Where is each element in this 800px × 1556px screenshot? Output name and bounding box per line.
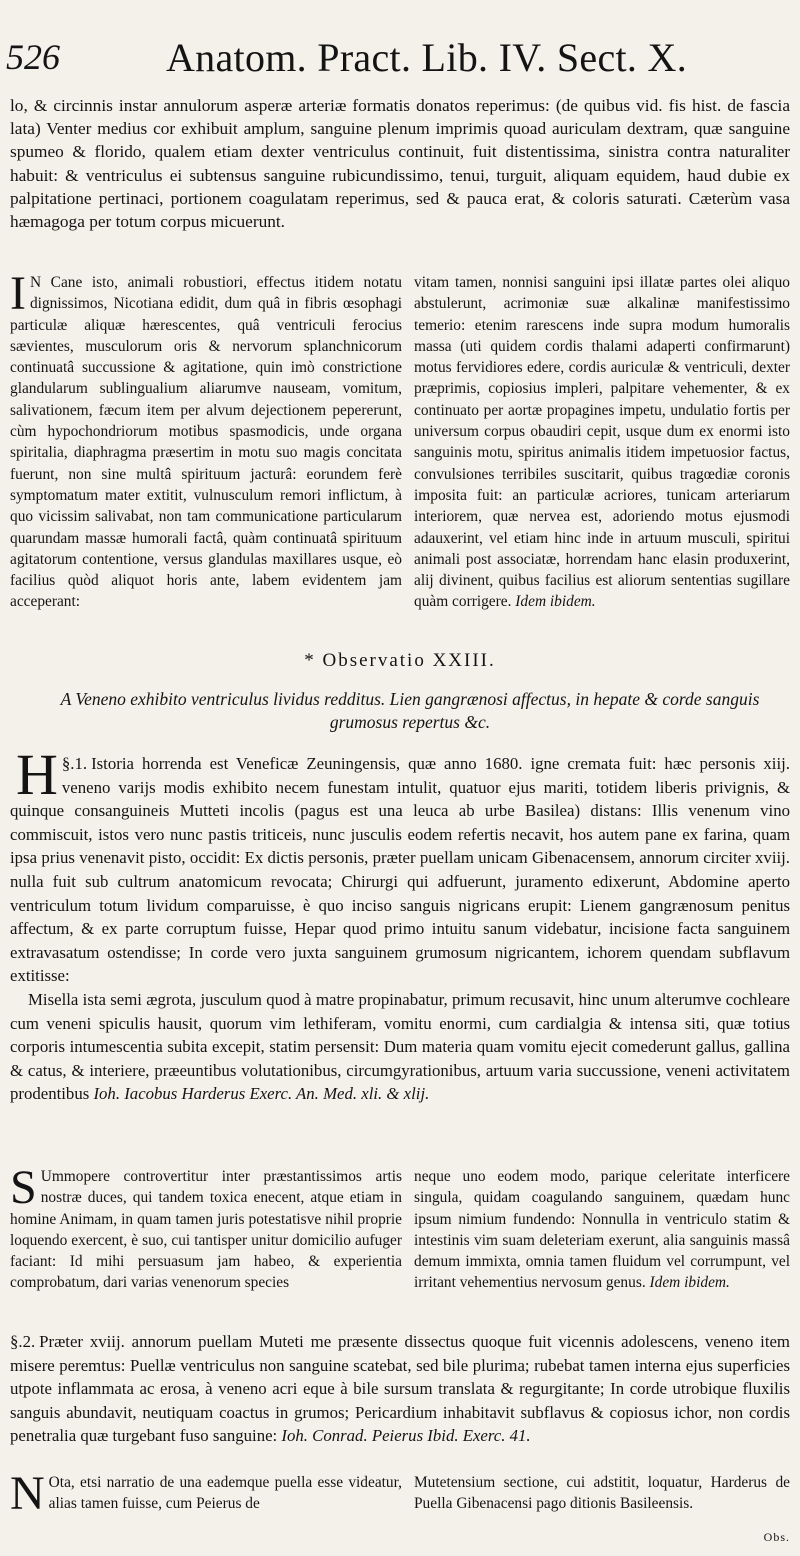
nota-left-text: Ota, etsi narratio de una eademque puella esse videatur, alias tamen fuisse, cum Peierus de: [48, 1474, 402, 1513]
summopere-right-column: [414, 1166, 790, 1294]
cane-right-text: vitam tamen, nonnisi sanguini ipsi illatæ partes olei aliquo abstulerunt, acrimoniæ suæ alkalinæ manifestissimo temerio: etenim rarescens inde supra modum humoralis massa (uti quidem cordis thalami adaperti confirmarunt) motus fervidiores edere, cordis auriculæ & ventriculi, dexter præprimis, copiosius impleri, palpitare vehementer, & ex continuato per aortæ propagines impetu, undulatio fortis per universum corpus obaudiri cepit, usque dum ex enormi isto sanguinis motu, spiritus animalis itidem impetuosior factus, convulsiones terribiles suscitarit, quibus tragœdiæ coronis imposita fuit: an particulæ acriores, tunicam arteriarum interiorem, quæ nervea est, adoriendo motus ejusmodi adauxerint, vel etiam hinc inde in artuum musculi, spiritui animali post associatæ, horrendam hanc elasin produxerint, alij divinent, quibus facilius est aliorum sententias sugillare quàm corrigere.: [414, 274, 790, 611]
top-paragraph: [10, 94, 790, 233]
section-1-text: Istoria horrenda est Veneficæ Zeuningensis, quæ anno 1680. igne cremata fuit: hæc personis xiij. veneno varijs modis exhibito necem funestam intulit, quatuor ejus mariti, totidem liberis privignis, & quinque consanguineis Mutteti incolis (pagus est una leuca ab urbe Basilea) distans: Illis venenum vino commiscuit, istos vero nunc pastis triticeis, nunc jusculis eodem refertis necavit, hos autem pane ex farina, quam ipsa prius venenavit pisto, occidit: Ex dictis personis, præter puellam unicam Gibenacensem, annorum circiter xviij. nulla fuit sub cultrum anatomicum revocata; Chirurgi qui adfuerunt, juramento edixerunt, Abdomine aperto ventriculum totum lividum comparuisse, è quo inciso sanguis nigricans erupit: Lienem gangrænosum penitus affectum, & ex parte corruptum fuisse, Hepar quod primo intuitu sanum videbatur, incisione facta sanguinem extravasatum ostendisse; In corde vero juxta sanguinem grumosum nigricantem, ichorem quendam subflavum extitisse:: [10, 754, 790, 986]
nota-left-column: [10, 1467, 402, 1520]
running-head: Anatom. Pract. Lib. IV. Sect. X.: [166, 35, 688, 80]
observation-title: * Observatio XXIII.: [304, 650, 496, 671]
drop-cap-S: S: [10, 1161, 37, 1214]
summopere-signature: Idem ibidem.: [649, 1274, 730, 1292]
cane-right-column: [414, 272, 790, 613]
section-1-continuation: [10, 988, 790, 1106]
drop-cap-I: I: [10, 267, 26, 320]
section-2-signature: Ioh. Conrad. Peierus Ibid. Exerc. 41.: [281, 1426, 531, 1446]
section-2-label: §.2.: [10, 1332, 36, 1351]
section-1-text-2: Misella ista semi ægrota, jusculum quod à matre propinabatur, primum recusavit, hinc unum alterumve cochleare cum veneni spiculis hausit, quorum vim lethiferam, vomitu enormi, cum cardialgia & intensa siti, quæ totius corporis intumescentia subita excepit, statim persensit: Dum materia quam vomitu ejecit comederunt gallus, gallina & catus, & interiere, præeuntibus volutationibus, circumgyrationibus, artuum varia succussione, veneni activitatem prodentibus: [10, 989, 790, 1104]
observation-subtitle: A Veneno exhibito ventriculus lividus redditus. Lien gangrænosi affectus, in hepate & corde sanguis grumosus repertus &c.: [60, 689, 760, 732]
catchword: Obs.: [763, 1530, 790, 1544]
section-1-label: §.1.: [61, 754, 88, 773]
cane-left-text: N Cane isto, animali robustiori, effectus itidem notatu dignissimos, Nicotiana edidit, dum quâ in fibris œsophagi particulæ aliquæ hærescentes, quâ ventriculi ferocius sævientes, musculorum oris & nervorum splanchnicorum continuatâ succussione & agitatione, quin imò constrictione glandularum sublingualium aliarumve nauseam, vomitum, salivationem, fæcum item per alvum dejectionem pepererunt, cùm hypochondriorum motibus spasmodicis, unde organa spiritalia, diaphragma præsertim in motu suo magis concitata fuerunt, non sine multâ spirituum jacturâ: eorundem ferè symptomatum mater extitit, vulnusculum remori inflictum, à quo vicissim salivabat, non tam communicatione particularum quarundam massæ humorali factâ, quàm continuatâ spirituum agitatorum contentione, versus glandulas maxillares usque, eò facilius quòd aliquot horis ante, labem evidentem jam acceperant:: [10, 274, 402, 611]
page-number: 526: [6, 37, 60, 77]
top-paragraph-text: lo, & circinnis instar annulorum asperæ arteriæ formatis donatos reperimus: (de quibus vid. fis hist. de fascia lata) Venter medius cor exhibuit amplum, sanguine plenum imprimis quoad auriculam dextram, quæ sanguine spumeo & florido, qualem etiam dexter ventriculus continuit, fuit distentissima, sinistra contra naturaliter habuit: & ventriculus ei subtensus sanguine rubicundissimo, tenui, turguit, aliquam equidem, haud dubie ex palpitatione pertinaci, portionem coagulatam reperimus, sed & pauca erat, & coloris saturati. Cæterùm vasa hæmagoga per totum corpus micuerunt.: [10, 96, 790, 232]
nota-right-column: [414, 1472, 790, 1515]
section-2-text: Præter xviij. annorum puellam Muteti me præsente dissectus quoque fuit vicennis adolescens, veneno item misere peremtus: Puellæ ventriculus non sanguine scatebat, sed bile plurima; rubebat tamen interna ejus superficies utpote inflammata ac erosa, à veneno acri eque à bile sursum translata & regurgitante; In corde utrobique fluxilis sanguis abundavit, neutiquam coactus in grumos; Pericardium inhabitavit subflavus & copiosus ichor, non cordis penetralia quæ turgebant fuso sanguine:: [10, 1332, 790, 1446]
section-1: [10, 742, 790, 1106]
drop-cap-H: H: [16, 742, 58, 807]
drop-cap-N: N: [10, 1467, 45, 1520]
section-2: [10, 1330, 790, 1448]
summopere-left-column: [10, 1161, 402, 1294]
summopere-right-text: neque uno eodem modo, parique celeritate interficere singula, quidam coagulando sanguinem, quædam hunc ipsum nimium fundendo: Nonnulla in ventriculo statim & intestinis vim suam deleteriam exerunt, alia sanguinis massâ demum immixta, omnia tamen fluidum vel corrumpunt, vel irritant vehementius nervosum genus.: [414, 1168, 790, 1292]
section-1-signature: Ioh. Iacobus Harderus Exerc. An. Med. xli. & xlij.: [93, 1084, 430, 1104]
page-header: [6, 36, 796, 86]
nota-right-text: Mutetensium sectione, cui adstitit, loquatur, Harderus de Puella Gibenacensi pago ditionis Basileensis.: [414, 1474, 790, 1513]
cane-signature: Idem ibidem.: [515, 593, 596, 611]
cane-left-column: [10, 267, 402, 613]
summopere-left-text: Ummopere controvertitur inter præstantissimos artis nostræ duces, qui tandem toxica enecent, atque etiam in homine Animam, in quam tamen juris potestatisve nihil proprie loquendo exercent, è suo, cui tantisper unitur domicilio aufuger faciant: Id mihi persuasum jam habeo, & experientia comprobatum, dari varias venenorum species: [10, 1168, 402, 1292]
